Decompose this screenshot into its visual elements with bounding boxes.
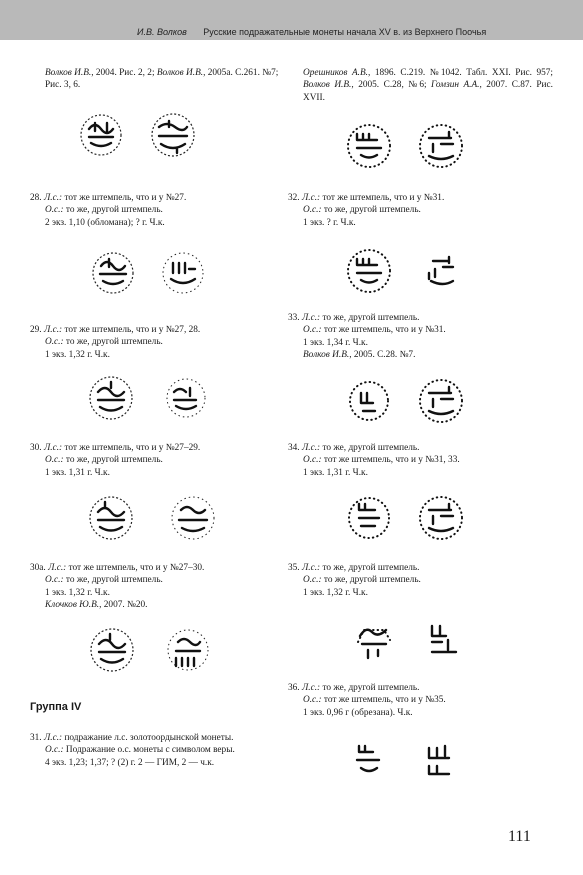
coin-obverse-image xyxy=(343,492,395,544)
coin-reverse-image xyxy=(415,375,467,427)
reverse-label: О.с.: xyxy=(45,205,64,216)
reverse-description: то же, другой штемпель. xyxy=(63,205,163,216)
coin-obverse-image xyxy=(343,375,395,427)
entry-number: 31. xyxy=(30,733,42,743)
reverse-description: то же, другой штемпель. xyxy=(321,575,421,586)
obverse-description: тот же штемпель, что и у №27. xyxy=(62,193,187,203)
reference-text: , 2005. С.28, №6; xyxy=(351,80,432,91)
catalog-entry-36 xyxy=(288,682,538,719)
coin-obverse-image xyxy=(86,624,138,676)
reverse-description: тот же штемпель, что и у №31, 33. xyxy=(321,455,460,466)
obverse-description: то же, другой штемпель. xyxy=(320,563,420,573)
entry-number: 36. xyxy=(288,683,300,693)
reference-author: Клочков Ю.В. xyxy=(45,600,100,611)
running-header xyxy=(137,27,486,37)
specimen-info: 1 экз. 1,31 г. Ч.к. xyxy=(45,467,110,478)
catalog-entry-33 xyxy=(288,312,538,362)
catalog-entry-30 xyxy=(30,442,280,479)
reference-author: Волков И.В. xyxy=(303,350,350,361)
obverse-label: Л.с.: xyxy=(301,193,321,203)
specimen-info: 1 экз. ? г. Ч.к. xyxy=(303,217,356,228)
reference-author: Волков И.В. xyxy=(45,68,92,78)
entry-number: 30. xyxy=(30,443,42,453)
reference-author: Гомзин А.А. xyxy=(431,80,480,91)
reverse-description: Подражание о.с. монеты с символом веры. xyxy=(63,745,235,756)
obverse-label: Л.с.: xyxy=(43,325,63,335)
coin-obverse-image xyxy=(85,372,137,424)
coin-reverse-image xyxy=(415,120,467,172)
coin-images-33 xyxy=(343,375,483,427)
reverse-description: то же, другой штемпель. xyxy=(63,337,163,348)
reverse-description: тот же штемпель, что и у №35. xyxy=(321,695,446,706)
specimen-info: 1 экз. 1,31 г. Ч.к. xyxy=(303,467,368,478)
coin-obverse-image xyxy=(343,120,395,172)
coin-images-34 xyxy=(343,492,483,544)
coin-obverse-image xyxy=(348,612,400,664)
reverse-label: О.с.: xyxy=(45,575,64,586)
entry-number: 32. xyxy=(288,193,300,203)
reference-text: , 2007. №20. xyxy=(99,600,148,611)
catalog-references xyxy=(288,67,553,104)
coin-obverse-image xyxy=(85,492,137,544)
specimen-info: 1 экз. 1,34 г. Ч.к. xyxy=(303,337,368,348)
catalog-entry-35 xyxy=(288,562,538,599)
reference-text: , 2007. С.87. Рис. XVII. xyxy=(303,80,553,103)
reverse-label: О.с.: xyxy=(303,325,322,336)
obverse-label: Л.с.: xyxy=(301,443,321,453)
reverse-label: О.с.: xyxy=(303,205,322,216)
coin-obverse-image xyxy=(343,732,395,784)
coin-images-27 xyxy=(75,109,215,161)
reverse-label: О.с.: xyxy=(303,455,322,466)
coin-reverse-image xyxy=(147,109,199,161)
obverse-label: Л.с.: xyxy=(301,563,321,573)
obverse-label: Л.с.: xyxy=(43,733,63,743)
coin-reverse-image xyxy=(157,247,209,299)
coin-reverse-image xyxy=(160,372,212,424)
coin-reverse-image xyxy=(167,492,219,544)
reverse-label: О.с.: xyxy=(45,337,64,348)
reference-text: , 2005а. С.261. №7; Рис. 3, 6. xyxy=(45,68,279,91)
page-number: 111 xyxy=(508,828,531,845)
reverse-label: О.с.: xyxy=(45,745,64,756)
entry-number: 33. xyxy=(288,313,300,323)
coin-obverse-image xyxy=(343,245,395,297)
obverse-label: Л.с.: xyxy=(48,563,67,573)
coin-reverse-image xyxy=(415,732,467,784)
reference-text: , 2005. С.28. №7. xyxy=(349,350,416,361)
running-header-bar xyxy=(0,0,583,40)
specimen-info: 2 экз. 1,10 (обломана); ? г. Ч.к. xyxy=(45,217,165,228)
obverse-label: Л.с.: xyxy=(43,443,63,453)
reverse-description: то же, другой штемпель. xyxy=(63,575,163,586)
reference-author: Волков И.В. xyxy=(156,68,204,78)
coin-images-36 xyxy=(343,732,483,784)
catalog-entry-29 xyxy=(30,324,280,361)
specimen-info: 1 экз. 0,96 г (обрезана). Ч.к. xyxy=(303,707,413,718)
obverse-label: Л.с.: xyxy=(43,193,63,203)
reverse-label: О.с.: xyxy=(303,575,322,586)
coin-images-35 xyxy=(348,612,488,664)
coin-images-32 xyxy=(343,245,483,297)
catalog-entry-34 xyxy=(288,442,538,479)
obverse-description: то же, другой штемпель. xyxy=(320,313,420,323)
coin-obverse-image xyxy=(87,247,139,299)
obverse-description: то же, другой штемпель. xyxy=(320,683,420,693)
header-author: И.В. Волков xyxy=(137,27,187,37)
catalog-entry-32 xyxy=(288,192,538,229)
reverse-label: О.с.: xyxy=(45,455,64,466)
catalog-entry-31 xyxy=(30,732,280,769)
entry-number: 29. xyxy=(30,325,42,335)
obverse-description: тот же штемпель, что и у №31. xyxy=(320,193,445,203)
catalog-references xyxy=(30,67,295,92)
reverse-description: то же, другой штемпель. xyxy=(63,455,163,466)
coin-images-28 xyxy=(87,247,227,299)
catalog-entry-30a xyxy=(30,562,280,612)
reverse-description: то же, другой штемпель. xyxy=(321,205,421,216)
specimen-info: 1 экз. 1,32 г. Ч.к. xyxy=(45,587,110,598)
coin-images-30a xyxy=(86,624,236,676)
coin-obverse-image xyxy=(75,109,127,161)
reference-author: Орешников А.В. xyxy=(303,68,369,78)
reference-author: Волков И.В. xyxy=(303,80,352,91)
reference-text: , 2004. Рис. 2, 2; xyxy=(91,68,157,78)
catalog-entry-28 xyxy=(30,192,280,229)
coin-images-29 xyxy=(85,372,225,424)
reverse-label: О.с.: xyxy=(303,695,322,706)
group-heading: Группа IV xyxy=(30,701,82,713)
specimen-info: 4 экз. 1,23; 1,37; ? (2) г. 2 — ГИМ, 2 — ч.к. xyxy=(45,757,215,768)
obverse-description: тот же штемпель, что и у №27–29. xyxy=(62,443,201,453)
entry-number: 35. xyxy=(288,563,300,573)
coin-images-31 xyxy=(343,120,483,172)
reference-text: , 1896. С.219. №1042. Табл. XXI. Рис. 957; xyxy=(368,68,553,78)
obverse-description: то же, другой штемпель. xyxy=(320,443,420,453)
entry-number: 30а. xyxy=(30,563,46,573)
entry-number: 34. xyxy=(288,443,300,453)
coin-images-30 xyxy=(85,492,235,544)
header-title: Русские подражательные монеты начала XV в. из Верхнего Поочья xyxy=(203,27,487,37)
entry-number: 28. xyxy=(30,193,42,203)
obverse-label: Л.с.: xyxy=(301,313,321,323)
coin-reverse-image xyxy=(418,612,470,664)
specimen-info: 1 экз. 1,32 г. Ч.к. xyxy=(303,587,368,598)
coin-reverse-image xyxy=(162,624,214,676)
obverse-description: тот же штемпель, что и у №27, 28. xyxy=(62,325,201,335)
obverse-description: тот же штемпель, что и у №27–30. xyxy=(66,563,205,573)
coin-reverse-image xyxy=(415,492,467,544)
reverse-description: тот же штемпель, что и у №31. xyxy=(321,325,446,336)
specimen-info: 1 экз. 1,32 г. Ч.к. xyxy=(45,349,110,360)
obverse-description: подражание л.с. золотоордынской монеты. xyxy=(62,733,234,743)
obverse-label: Л.с.: xyxy=(301,683,321,693)
coin-reverse-image xyxy=(415,245,467,297)
